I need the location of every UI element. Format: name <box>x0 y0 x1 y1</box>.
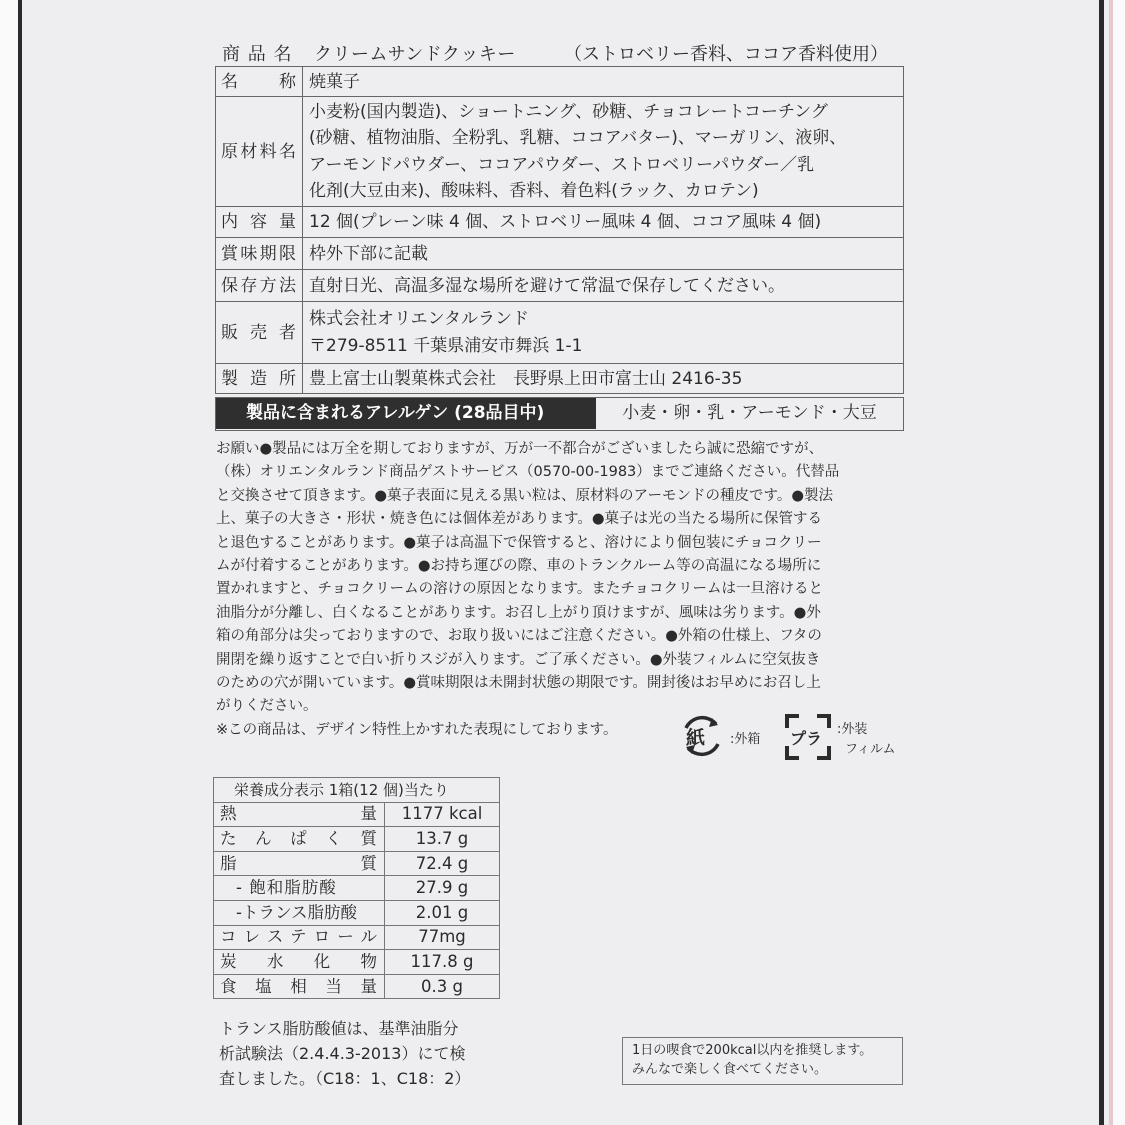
paper-mark-text: 紙 <box>686 727 706 749</box>
note-line: 箱の角部分は尖っておりますので、お取り扱いにはご注意ください。●外箱の仕様上、フタの <box>216 628 822 645</box>
trans-note-line: トランス脂肪酸値は、基準油脂分 <box>219 1019 459 1038</box>
spec-value: 枠外下部に記載 <box>303 238 904 270</box>
nutrient-value: 13.7 g <box>385 827 500 852</box>
spec-label: 原材料名 <box>216 97 303 207</box>
trans-fat-note <box>219 1016 519 1091</box>
plastic-mark-label: :外装 <box>837 722 868 737</box>
spec-row-seller <box>216 302 904 364</box>
product-spec-table <box>215 66 904 394</box>
nutrient-name: たんぱく質 <box>214 827 385 852</box>
spec-value: 豊上富士山製菓株式会社 長野県上田市富士山 2416-35 <box>303 364 904 394</box>
nutrient-name: 熱 量 <box>214 802 385 827</box>
intake-advice-box <box>622 1037 903 1085</box>
plastic-mark-label-2: フィルム <box>845 742 896 757</box>
note-line: がりください。 <box>216 698 318 715</box>
nutrient-name: 脂 質 <box>214 851 385 876</box>
advice-line: 1日の喫食で200kcal以内を推奨します。 <box>632 1043 873 1058</box>
note-line: （株）オリエンタルランド商品ゲストサービス（0570-00-1983）までご連絡ください。代替品 <box>216 464 840 481</box>
spec-label: 販 売 者 <box>216 302 303 364</box>
product-name: クリームサンドクッキー <box>314 44 516 65</box>
nutrient-value: 1177 kcal <box>385 802 500 827</box>
nutrient-name: 食塩相当量 <box>214 974 385 999</box>
note-line: と退色することがあります。●菓子は高温下で保管すると、溶けにより個包装にチョコクリー <box>216 534 822 551</box>
spec-label: 内 容 量 <box>216 207 303 238</box>
spec-label: 保存方法 <box>216 270 303 302</box>
allergen-list: 小麦・卵・乳・アーモンド・大豆 <box>622 403 877 423</box>
nutrient-value: 117.8 g <box>385 950 500 975</box>
note-line: と交換させて頂きます。●菓子表面に見える黒い粒は、原材料のアーモンドの種皮です。●製法 <box>216 487 834 504</box>
plastic-mark-text: プラ <box>790 729 823 748</box>
plastic-recycle-mark <box>783 712 903 762</box>
spec-row-name <box>216 67 904 97</box>
ingredients-line: 化剤(大豆由来)、酸味料、香料、着色料(ラック、カロテン) <box>309 181 759 201</box>
note-line: お願い●製品には万全を期しておりますが、万が一不都合がございましたら誠に恐縮ですが、 <box>216 441 824 457</box>
box-edge-right <box>1113 0 1125 1125</box>
nutrition-row <box>214 950 500 975</box>
nutrition-row <box>214 900 500 925</box>
box-edge-right-line <box>1099 0 1104 1125</box>
nutrition-row <box>214 802 500 827</box>
spec-value: 焼菓子 <box>303 67 904 97</box>
spec-row-storage <box>216 270 904 302</box>
spec-label: 名 称 <box>216 67 303 97</box>
seller-company: 株式会社オリエンタルランド <box>309 309 529 329</box>
nutrition-row <box>214 876 500 901</box>
allergen-header: 製品に含まれるアレルゲン (28品目中) <box>216 398 596 429</box>
nutrient-name: コレステロール <box>214 925 385 950</box>
paper-recycle-mark <box>678 712 773 762</box>
nutrient-value: 27.9 g <box>385 876 500 901</box>
nutrient-value: 77mg <box>385 925 500 950</box>
spec-label: 賞味期限 <box>216 238 303 270</box>
trans-note-line: 査しました。（C18：1、C18：2） <box>219 1069 471 1088</box>
nutrition-row <box>214 925 500 950</box>
nutrition-header: 栄養成分表示 1箱(12 個)当たり <box>214 778 500 803</box>
spec-row-best-before <box>216 238 904 270</box>
nutrition-row <box>214 851 500 876</box>
note-line: ムが付着することがあります。●お持ち運びの際、車のトランクルーム等の高温になる場所に <box>216 558 822 575</box>
note-line: のための穴が開いています。●賞味期限は未開封状態の期限です。開封後はお早めにお召し上 <box>216 675 821 692</box>
spec-row-contents <box>216 207 904 238</box>
paper-mark-label: :外箱 <box>730 732 761 747</box>
note-line: 上、菓子の大きさ・形状・焼き色には個体差があります。●菓子は光の当たる場所に保管する <box>216 511 822 528</box>
spec-row-maker <box>216 364 904 394</box>
product-name-label: 商 品 名 <box>222 44 293 65</box>
spec-value: 直射日光、高温多湿な場所を避けて常温で保存してください。 <box>303 270 904 302</box>
ingredients-text <box>303 97 904 207</box>
product-flavor-note: （ストロベリー香料、ココア香料使用） <box>564 44 888 65</box>
nutrition-row <box>214 827 500 852</box>
allergen-box <box>215 397 904 431</box>
design-note: ※この商品は、デザイン特性上かすれた表現にしております。 <box>216 721 618 738</box>
note-line: 開閉を繰り返すことで白い折りスジが入ります。ご了承ください。●外装フィルムに空気抜き <box>216 651 821 668</box>
seller-address: 〒279-8511 千葉県浦安市舞浜 1-1 <box>309 335 583 356</box>
trans-note-line: 析試験法（2.4.4.3-2013）にて検 <box>219 1044 466 1063</box>
ingredients-line: 小麦粉(国内製造)、ショートニング、砂糖、チョコレートコーチング <box>309 101 828 122</box>
nutrient-value: 2.01 g <box>385 900 500 925</box>
nutrition-row <box>214 974 500 999</box>
note-line: 置かれますと、チョコクリームの溶けの原因となります。またチョコクリームは一旦溶けると <box>216 581 823 598</box>
spec-row-ingredients <box>216 97 904 207</box>
advice-line: みんなで楽しく食べてください。 <box>632 1062 828 1077</box>
product-title-row <box>222 40 902 66</box>
nutrient-name: - 飽和脂肪酸 <box>214 876 385 901</box>
spec-value: 12 個(プレーン味 4 個、ストロベリー風味 4 個、ココア風味 4 個) <box>303 207 904 238</box>
spec-label: 製 造 所 <box>216 364 303 394</box>
seller-info <box>303 302 904 364</box>
nutrition-header-row <box>214 778 500 803</box>
note-line: 油脂分が分離し、白くなることがあります。お召し上がり頂けますが、風味は劣ります。●外 <box>216 604 821 621</box>
nutrient-value: 0.3 g <box>385 974 500 999</box>
ingredients-line: (砂糖、植物油脂、全粉乳、乳糖、ココアバター)、マーガリン、液卵、 <box>309 128 847 148</box>
ingredients-line: アーモンドパウダー、ココアパウダー、ストロベリーパウダー／乳 <box>309 154 815 175</box>
nutrient-name: 炭水化物 <box>214 950 385 975</box>
box-edge-left-line <box>18 0 22 1125</box>
nutrient-name: -トランス脂肪酸 <box>214 900 385 925</box>
nutrition-table <box>213 777 500 999</box>
nutrient-value: 72.4 g <box>385 851 500 876</box>
caution-notes <box>216 438 906 742</box>
